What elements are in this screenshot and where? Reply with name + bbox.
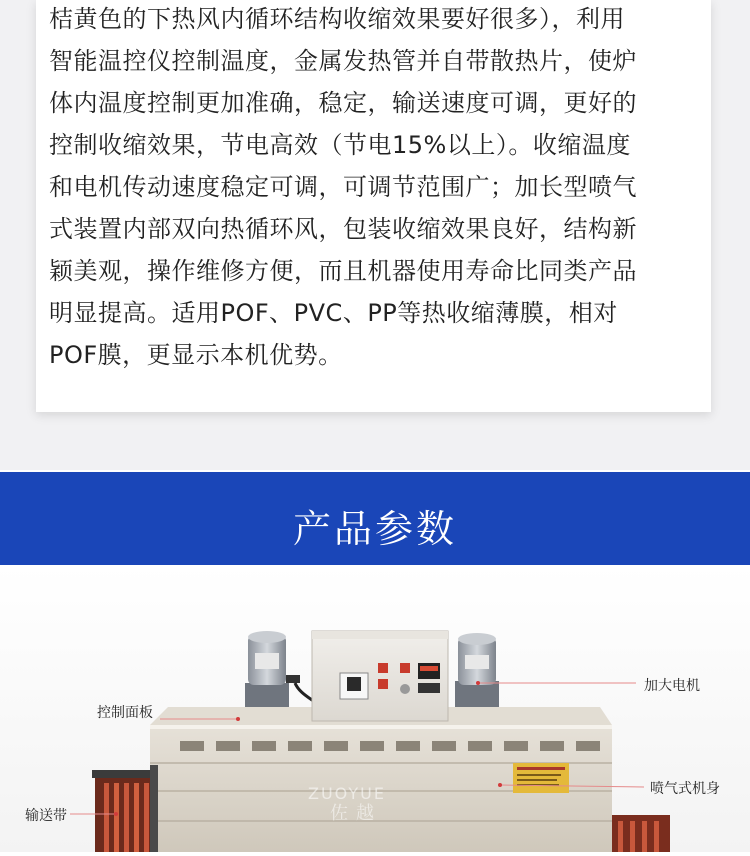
right-motor [455, 633, 499, 707]
description-line: 明显提高。适用POF、PVC、PP等热收缩薄膜，相对 [49, 299, 618, 327]
product-photo [0, 565, 750, 852]
svg-text:佐越: 佐越 [330, 803, 382, 824]
description-card [36, 0, 711, 412]
description-line: 桔黄色的下热风内循环结构收缩效果要好很多），利用 [49, 5, 625, 33]
description-line: 智能温控仪控制温度，金属发热管并自带散热片，使炉 [49, 47, 637, 75]
description-line: 体内温度控制更加准确，稳定，输送速度可调，更好的 [49, 89, 637, 117]
description-line: 和电机传动速度稳定可调，可调节范围广；加长型喷气 [49, 173, 637, 201]
callout-conveyor: 输送带 [25, 808, 67, 824]
section-banner [0, 472, 750, 565]
callout-control-panel: 控制面板 [97, 705, 153, 721]
section-title: 产品参数 [292, 507, 457, 551]
description-line: 颖美观，操作维修方便，而且机器使用寿命比同类产品 [49, 257, 637, 285]
control-panel-box [312, 631, 448, 721]
description-line: 式装置内部双向热循环风，包装收缩效果良好，结构新 [49, 215, 637, 243]
svg-text:ZUOYUE: ZUOYUE [308, 784, 386, 803]
description-line: POF膜，更显示本机优势。 [49, 341, 343, 369]
description-line: 控制收缩效果，节电高效（节电15%以上）。收缩温度 [49, 131, 631, 159]
callout-motor: 加大电机 [644, 678, 700, 694]
callout-jet-body: 喷气式机身 [650, 781, 720, 797]
